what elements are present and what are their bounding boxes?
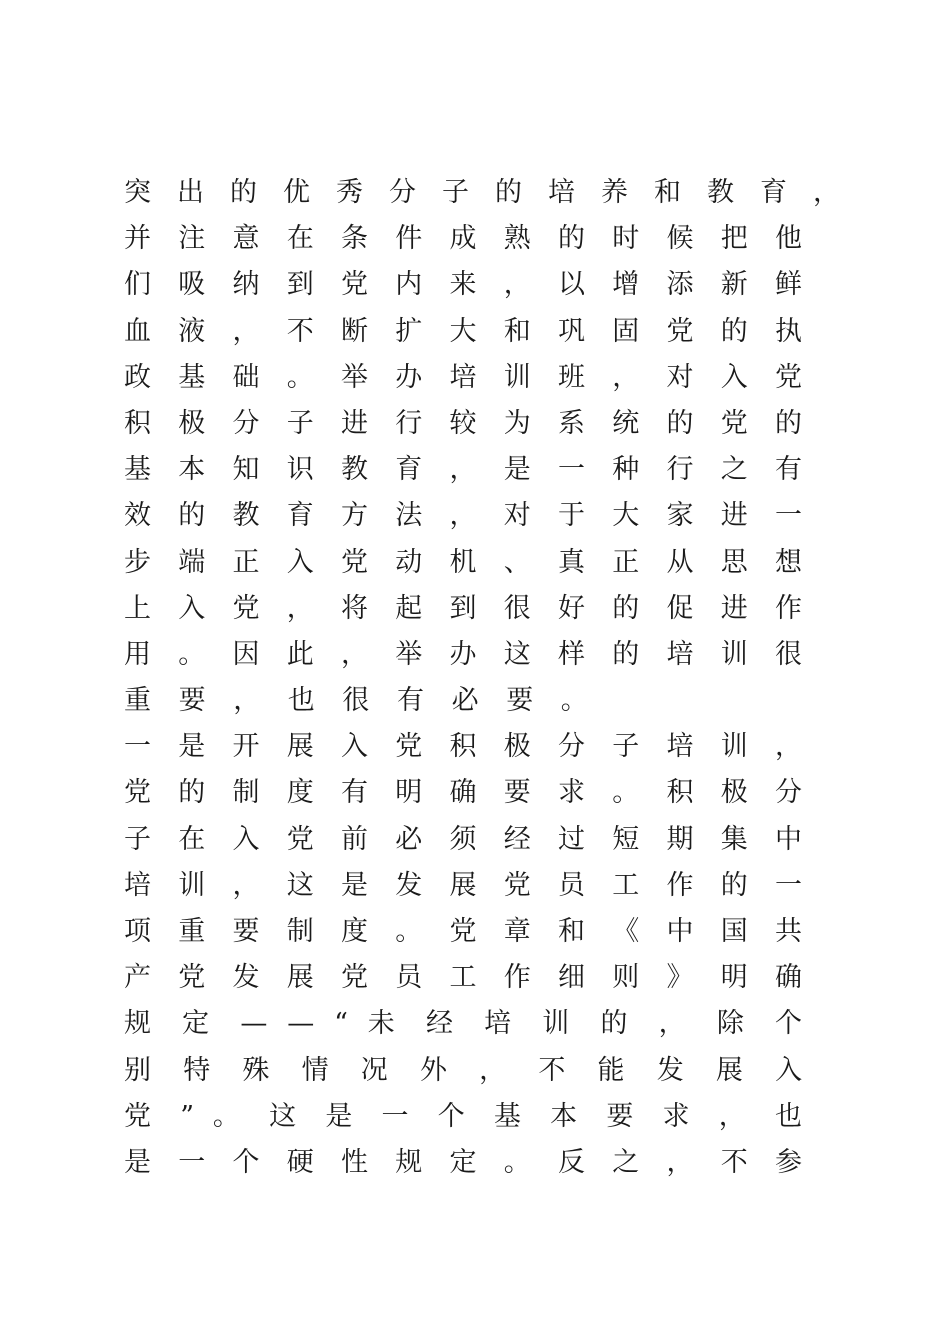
glyph: 要 <box>232 916 269 947</box>
glyph: 《 <box>612 916 649 947</box>
text-line <box>124 170 840 216</box>
glyph: 新 <box>720 269 758 301</box>
glyph: 不 <box>720 1146 758 1178</box>
glyph: 正 <box>232 546 269 578</box>
glyph: ” <box>180 1100 195 1132</box>
text-line <box>124 540 802 586</box>
glyph: 展 <box>449 869 486 901</box>
glyph: 。 <box>178 638 215 670</box>
glyph: 一 <box>178 1146 215 1178</box>
glyph: 是 <box>503 454 541 486</box>
text-line <box>124 1001 802 1047</box>
glyph: 积 <box>449 731 486 763</box>
glyph: 中 <box>775 823 802 855</box>
glyph: 明 <box>720 962 758 994</box>
glyph: 能 <box>597 1054 637 1086</box>
glyph: 从 <box>666 546 703 578</box>
glyph: 起 <box>395 592 432 624</box>
glyph: 子 <box>286 407 324 439</box>
glyph: 开 <box>232 731 269 763</box>
glyph: 规 <box>395 1146 432 1178</box>
glyph: 培 <box>666 638 703 670</box>
glyph: 期 <box>666 823 703 855</box>
glyph: 制 <box>232 777 269 809</box>
glyph: 的 <box>612 638 649 670</box>
glyph: 子 <box>612 731 649 763</box>
text-line <box>124 955 802 1001</box>
glyph: 党 <box>720 407 758 439</box>
glyph: 的 <box>178 777 215 809</box>
glyph: 的 <box>666 407 703 439</box>
glyph: 识 <box>286 454 324 486</box>
glyph: 度 <box>286 777 324 809</box>
glyph: 这 <box>503 638 541 670</box>
glyph: 确 <box>449 777 486 809</box>
glyph: 要 <box>606 1100 644 1132</box>
text-line <box>124 632 802 678</box>
glyph: 成 <box>449 223 486 255</box>
glyph: 个 <box>774 1008 802 1040</box>
glyph: 进 <box>341 407 378 439</box>
glyph: 他 <box>775 223 802 255</box>
text-line <box>124 309 802 355</box>
glyph: 执 <box>775 315 802 347</box>
glyph: 规 <box>124 1008 163 1040</box>
text-line <box>124 863 802 909</box>
glyph: 党 <box>341 269 378 301</box>
glyph: ， <box>503 269 541 301</box>
glyph: 断 <box>341 315 378 347</box>
glyph: ， <box>775 731 802 763</box>
glyph: 把 <box>720 223 758 255</box>
glyph: 性 <box>341 1146 378 1178</box>
text-line <box>124 724 802 770</box>
glyph: 政 <box>124 361 161 393</box>
glyph: 的 <box>230 177 266 208</box>
glyph: 一 <box>124 731 161 763</box>
glyph: 进 <box>720 592 758 624</box>
glyph: 统 <box>612 407 649 439</box>
glyph: 子 <box>124 823 161 855</box>
text-line <box>124 909 802 955</box>
glyph: 工 <box>449 962 486 994</box>
glyph: 扩 <box>395 315 432 347</box>
glyph: 特 <box>183 1054 222 1086</box>
glyph: 的 <box>612 592 649 624</box>
glyph: ， <box>232 869 269 901</box>
glyph: 经 <box>425 1008 465 1040</box>
glyph: 大 <box>612 500 649 532</box>
glyph: 育 <box>286 500 324 532</box>
glyph: 培 <box>666 731 703 763</box>
glyph: 血 <box>124 315 161 347</box>
glyph: 班 <box>558 361 595 393</box>
glyph: 培 <box>124 869 161 901</box>
glyph: 之 <box>720 454 758 486</box>
glyph: 想 <box>775 546 802 578</box>
glyph: 展 <box>286 962 324 994</box>
glyph: 分 <box>558 731 595 763</box>
glyph: 巩 <box>558 315 595 347</box>
glyph: 求 <box>662 1100 700 1132</box>
glyph: 要 <box>503 777 541 809</box>
glyph: ， <box>232 315 269 347</box>
glyph: 之 <box>612 1146 649 1178</box>
glyph: 上 <box>124 592 161 624</box>
text-line: 重要，也很有必要。 <box>124 685 616 717</box>
glyph: 项 <box>124 916 161 947</box>
text-line <box>124 770 802 816</box>
glyph: 举 <box>395 638 432 670</box>
glyph: 因 <box>232 638 269 670</box>
glyph: 鲜 <box>775 269 802 301</box>
glyph: 添 <box>666 269 703 301</box>
glyph: 的 <box>558 223 595 255</box>
glyph: 条 <box>341 223 378 255</box>
glyph: 养 <box>601 177 637 208</box>
glyph: 方 <box>341 500 378 532</box>
glyph: 固 <box>612 315 649 347</box>
glyph: 意 <box>232 223 269 255</box>
text-line <box>124 401 802 447</box>
glyph: 此 <box>286 638 324 670</box>
glyph: 到 <box>286 269 324 301</box>
glyph: 工 <box>612 869 649 901</box>
text-line <box>124 493 802 539</box>
glyph: ， <box>718 1100 757 1132</box>
glyph: 入 <box>286 546 324 578</box>
glyph: 党 <box>124 777 161 809</box>
glyph: 这 <box>269 1100 307 1132</box>
glyph: 短 <box>612 823 649 855</box>
glyph: 党 <box>341 962 378 994</box>
glyph: 极 <box>178 407 215 439</box>
glyph: 培 <box>484 1008 523 1040</box>
glyph: 党 <box>232 592 269 624</box>
glyph: ， <box>449 454 486 486</box>
glyph: 中 <box>666 916 703 947</box>
glyph: 除 <box>716 1008 756 1040</box>
glyph: 明 <box>395 777 432 809</box>
glyph: 件 <box>395 223 432 255</box>
glyph: 的 <box>495 177 531 208</box>
glyph: 的 <box>775 407 802 439</box>
glyph: 的 <box>600 1008 639 1040</box>
glyph: 必 <box>395 823 432 855</box>
glyph: 是 <box>178 731 215 763</box>
glyph: 家 <box>666 500 703 532</box>
glyph: ， <box>658 1008 697 1040</box>
glyph: 积 <box>124 407 161 439</box>
glyph: 确 <box>775 962 802 994</box>
glyph: 度 <box>341 916 378 947</box>
glyph: 在 <box>286 223 324 255</box>
glyph: 育 <box>760 177 796 208</box>
glyph: 为 <box>503 407 541 439</box>
glyph: 来 <box>449 269 486 301</box>
glyph: 优 <box>283 177 319 208</box>
glyph: 增 <box>612 269 649 301</box>
glyph: 硬 <box>286 1146 324 1178</box>
glyph: ， <box>449 500 486 532</box>
glyph: 好 <box>558 592 595 624</box>
glyph: 候 <box>666 223 703 255</box>
glyph: 系 <box>558 407 595 439</box>
glyph: 于 <box>558 500 595 532</box>
glyph: 展 <box>286 731 324 763</box>
glyph: 知 <box>232 454 269 486</box>
glyph: 训 <box>720 638 758 670</box>
glyph: 时 <box>612 223 649 255</box>
glyph: 须 <box>449 823 486 855</box>
glyph: 一 <box>558 454 595 486</box>
glyph: 入 <box>720 361 758 393</box>
glyph: 样 <box>558 638 595 670</box>
glyph: 纳 <box>232 269 269 301</box>
glyph: 定 <box>182 1008 221 1040</box>
glyph: 未 <box>367 1008 407 1040</box>
glyph: 正 <box>612 546 649 578</box>
glyph: 一 <box>775 869 802 901</box>
glyph: 思 <box>720 546 758 578</box>
glyph: 。 <box>395 916 432 947</box>
glyph: 不 <box>286 315 324 347</box>
glyph: 较 <box>449 407 486 439</box>
glyph: 入 <box>341 731 378 763</box>
glyph: 种 <box>612 454 649 486</box>
glyph: 发 <box>395 869 432 901</box>
glyph: 党 <box>124 1100 162 1132</box>
glyph: 真 <box>558 546 595 578</box>
glyph: 重 <box>178 916 215 947</box>
glyph: 细 <box>558 962 595 994</box>
glyph: 是 <box>124 1146 161 1178</box>
glyph: 集 <box>720 823 758 855</box>
glyph: 训 <box>503 361 541 393</box>
glyph: 员 <box>558 869 595 901</box>
body-text <box>124 170 904 1186</box>
glyph: 一 <box>381 1100 419 1132</box>
glyph: 效 <box>124 500 161 532</box>
text-line <box>124 586 802 632</box>
glyph: 分 <box>775 777 802 809</box>
text-line <box>124 216 802 262</box>
text-line <box>124 817 802 863</box>
glyph: 吸 <box>178 269 215 301</box>
glyph: 定 <box>449 1146 486 1178</box>
glyph: 础 <box>232 361 269 393</box>
glyph: 熟 <box>503 223 541 255</box>
glyph: 和 <box>503 315 541 347</box>
glyph: 个 <box>437 1100 476 1132</box>
glyph: 液 <box>178 315 215 347</box>
glyph: ， <box>341 638 378 670</box>
glyph: 有 <box>341 777 378 809</box>
glyph: 党 <box>775 361 802 393</box>
glyph: 外 <box>419 1054 459 1086</box>
glyph: 入 <box>232 823 269 855</box>
glyph: 育 <box>395 454 432 486</box>
text-line <box>124 1048 802 1094</box>
glyph: 发 <box>656 1054 696 1086</box>
text-line <box>124 1140 802 1186</box>
glyph: 一 <box>775 500 802 532</box>
glyph: 以 <box>558 269 595 301</box>
glyph: 将 <box>341 592 378 624</box>
glyph: 培 <box>449 361 486 393</box>
glyph: 子 <box>442 177 478 208</box>
glyph: 党 <box>395 731 432 763</box>
glyph: 基 <box>124 454 161 486</box>
glyph: 入 <box>178 592 215 624</box>
glyph: 培 <box>548 177 584 208</box>
glyph: 党 <box>449 916 486 947</box>
glyph: 步 <box>124 546 161 578</box>
glyph: 极 <box>503 731 541 763</box>
glyph: 参 <box>775 1146 802 1178</box>
glyph: 动 <box>395 546 432 578</box>
glyph: 端 <box>178 546 215 578</box>
text-line <box>124 447 802 493</box>
glyph: 员 <box>395 962 432 994</box>
glyph: 。 <box>503 1146 541 1178</box>
glyph: 前 <box>341 823 378 855</box>
glyph: 行 <box>666 454 703 486</box>
glyph: 的 <box>178 500 215 532</box>
glyph: 》 <box>666 962 703 994</box>
glyph: 党 <box>178 962 215 994</box>
glyph: 对 <box>666 361 703 393</box>
glyph: 制 <box>286 916 324 947</box>
glyph: 机 <box>449 546 486 578</box>
glyph: 办 <box>395 361 432 393</box>
glyph: 。 <box>212 1100 251 1132</box>
glyph: 求 <box>558 777 595 809</box>
text-line <box>124 262 802 308</box>
glyph: 法 <box>395 500 432 532</box>
glyph: 教 <box>232 500 269 532</box>
glyph: 教 <box>341 454 378 486</box>
glyph: 是 <box>341 869 378 901</box>
glyph: 训 <box>178 869 215 901</box>
glyph: 的 <box>720 869 758 901</box>
glyph: 入 <box>775 1054 803 1086</box>
glyph: 有 <box>775 454 802 486</box>
glyph: 反 <box>558 1146 595 1178</box>
glyph: 本 <box>550 1100 588 1132</box>
glyph: 个 <box>232 1146 269 1178</box>
glyph: 况 <box>360 1054 400 1086</box>
glyph: 到 <box>449 592 486 624</box>
glyph: ， <box>286 592 324 624</box>
glyph: 。 <box>612 777 649 809</box>
glyph: 办 <box>449 638 486 670</box>
glyph: 党 <box>503 869 541 901</box>
glyph: 发 <box>232 962 269 994</box>
glyph: 教 <box>707 177 743 208</box>
text-line <box>124 1094 802 1140</box>
glyph: 进 <box>720 500 758 532</box>
glyph: 共 <box>775 916 802 947</box>
glyph: 则 <box>612 962 649 994</box>
glyph: 分 <box>389 177 425 208</box>
glyph: 过 <box>558 823 595 855</box>
glyph: 产 <box>124 962 161 994</box>
glyph: 本 <box>178 454 215 486</box>
glyph: 很 <box>503 592 541 624</box>
glyph: 并 <box>124 223 161 255</box>
glyph: 基 <box>493 1100 532 1132</box>
glyph: 举 <box>341 361 378 393</box>
glyph: 别 <box>124 1054 163 1086</box>
glyph: 极 <box>720 777 758 809</box>
glyph: 行 <box>395 407 432 439</box>
glyph: 们 <box>124 269 161 301</box>
glyph: 是 <box>325 1100 363 1132</box>
glyph: 和 <box>654 177 690 208</box>
glyph: 对 <box>503 500 541 532</box>
glyph: ， <box>479 1054 518 1086</box>
glyph: 章 <box>503 916 541 947</box>
glyph: 训 <box>542 1008 581 1040</box>
glyph: 出 <box>177 177 213 208</box>
glyph: 训 <box>720 731 758 763</box>
text-line <box>124 355 802 401</box>
glyph: 在 <box>178 823 215 855</box>
glyph: 不 <box>538 1054 578 1086</box>
glyph: 大 <box>449 315 486 347</box>
glyph: “ <box>334 1008 348 1040</box>
glyph: 注 <box>178 223 215 255</box>
glyph: 分 <box>232 407 269 439</box>
glyph: 和 <box>558 916 595 947</box>
glyph: 国 <box>720 916 758 947</box>
glyph: 作 <box>666 869 703 901</box>
glyph: 很 <box>775 638 802 670</box>
glyph: 这 <box>286 869 324 901</box>
glyph: 积 <box>666 777 703 809</box>
glyph: 秀 <box>336 177 372 208</box>
glyph: — <box>287 1008 315 1040</box>
glyph: 内 <box>395 269 432 301</box>
glyph: ， <box>813 177 840 208</box>
glyph: 情 <box>301 1054 341 1086</box>
glyph: — <box>240 1008 268 1040</box>
glyph: 用 <box>124 638 161 670</box>
glyph: 、 <box>503 546 541 578</box>
glyph: 突 <box>124 177 160 208</box>
glyph: 党 <box>666 315 703 347</box>
glyph: 党 <box>286 823 324 855</box>
glyph: ， <box>666 1146 703 1178</box>
glyph: 也 <box>774 1100 802 1132</box>
glyph: 基 <box>178 361 215 393</box>
glyph: ， <box>612 361 649 393</box>
glyph: 党 <box>341 546 378 578</box>
glyph: 的 <box>720 315 758 347</box>
glyph: 展 <box>715 1054 755 1086</box>
glyph: 殊 <box>242 1054 282 1086</box>
glyph: 作 <box>503 962 541 994</box>
glyph: 促 <box>666 592 703 624</box>
glyph: 。 <box>286 361 324 393</box>
glyph: 经 <box>503 823 541 855</box>
glyph: 作 <box>775 592 802 624</box>
